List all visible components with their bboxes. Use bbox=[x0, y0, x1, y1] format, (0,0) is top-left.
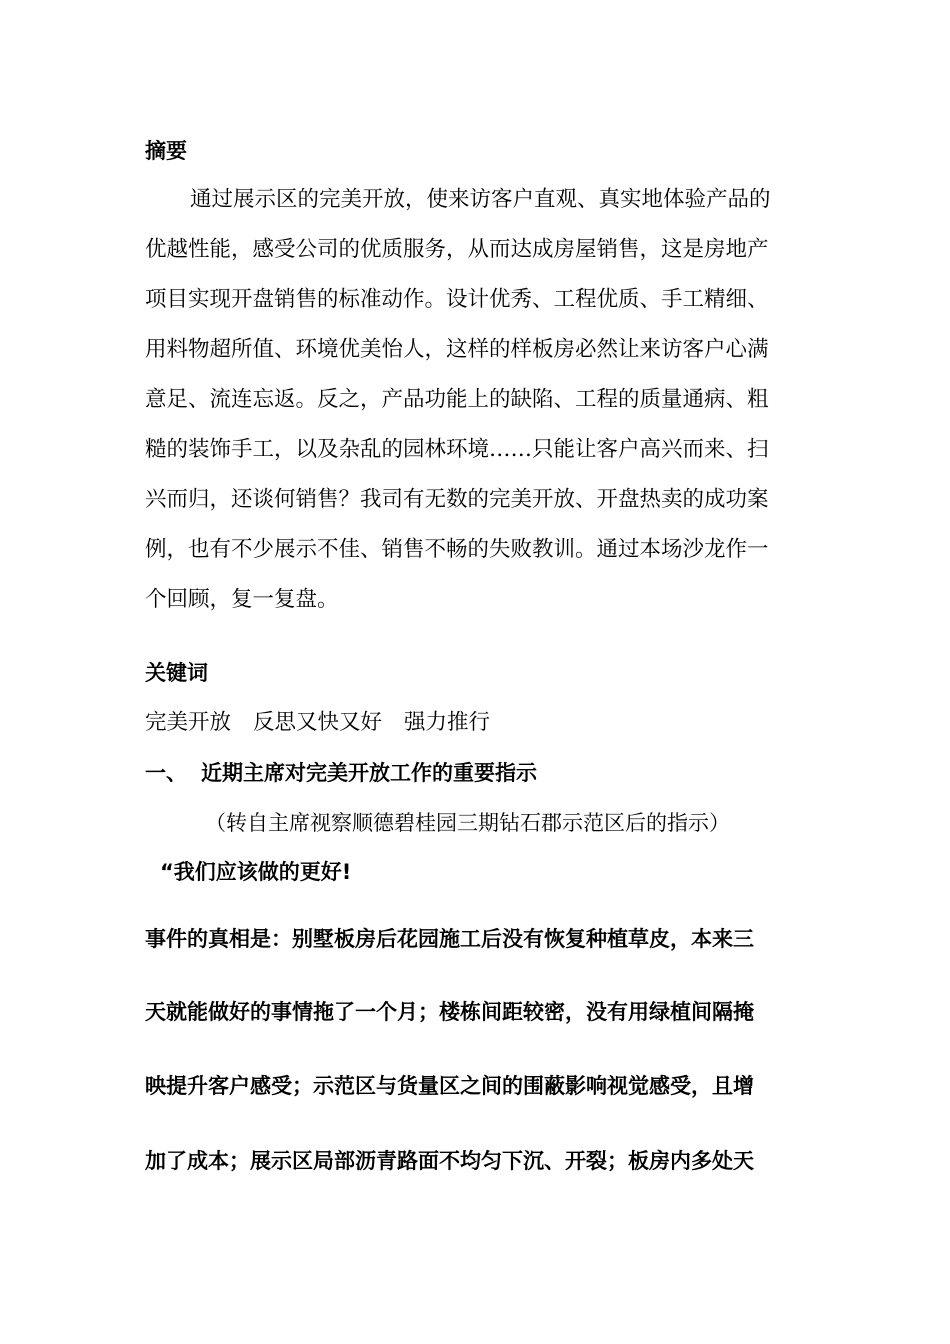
abstract-line: 个回顾，复一复盘。 bbox=[145, 587, 339, 612]
truth-paragraph-line: 映提升客户感受；示范区与货量区之间的围蔽影响视觉感受，且增 bbox=[145, 1074, 754, 1098]
abstract-line: 例，也有不少展示不佳、销售不畅的失败教训。通过本场沙龙作一 bbox=[145, 537, 769, 562]
keyword-item: 反思又快又好 bbox=[253, 710, 383, 735]
source-note: （转自主席视察顺德碧桂园三期钻石郡示范区后的指示） bbox=[205, 811, 730, 835]
keyword-item: 强力推行 bbox=[404, 710, 491, 735]
abstract-line: 兴而归，还谈何销售？我司有无数的完美开放、开盘热卖的成功案 bbox=[145, 487, 769, 512]
keyword-item: 完美开放 bbox=[145, 710, 232, 735]
section-heading bbox=[145, 759, 537, 787]
abstract-line: 项目实现开盘销售的标准动作。设计优秀、工程优质、手工精细、 bbox=[145, 287, 769, 312]
chairman-quote: “我们应该做的更好! bbox=[160, 860, 352, 884]
abstract-line: 通过展示区的完美开放，使来访客户直观、真实地体验产品的 bbox=[190, 187, 771, 212]
abstract-heading: 摘要 bbox=[145, 139, 187, 163]
truth-paragraph-line: 事件的真相是：别墅板房后花园施工后没有恢复种植草皮，本来三 bbox=[145, 927, 754, 951]
abstract-line: 优越性能，感受公司的优质服务，从而达成房屋销售，这是房地产 bbox=[145, 237, 769, 262]
abstract-line: 意足、流连忘返。反之，产品功能上的缺陷、工程的质量通病、粗 bbox=[145, 387, 769, 412]
truth-paragraph-line: 天就能做好的事情拖了一个月；楼栋间距较密，没有用绿植间隔掩 bbox=[145, 1000, 754, 1024]
keywords-list bbox=[145, 709, 512, 737]
keywords-heading: 关键词 bbox=[145, 661, 208, 685]
section-title: 近期主席对完美开放工作的重要指示 bbox=[201, 761, 537, 785]
abstract-line: 糙的装饰手工，以及杂乱的园林环境……只能让客户高兴而来、扫 bbox=[145, 437, 769, 462]
truth-paragraph-line: 加了成本；展示区局部沥青路面不均匀下沉、开裂；板房内多处天 bbox=[145, 1149, 754, 1173]
section-number: 一、 bbox=[145, 761, 187, 785]
abstract-line: 用料物超所值、环境优美怡人，这样的样板房必然让来访客户心满 bbox=[145, 337, 769, 362]
